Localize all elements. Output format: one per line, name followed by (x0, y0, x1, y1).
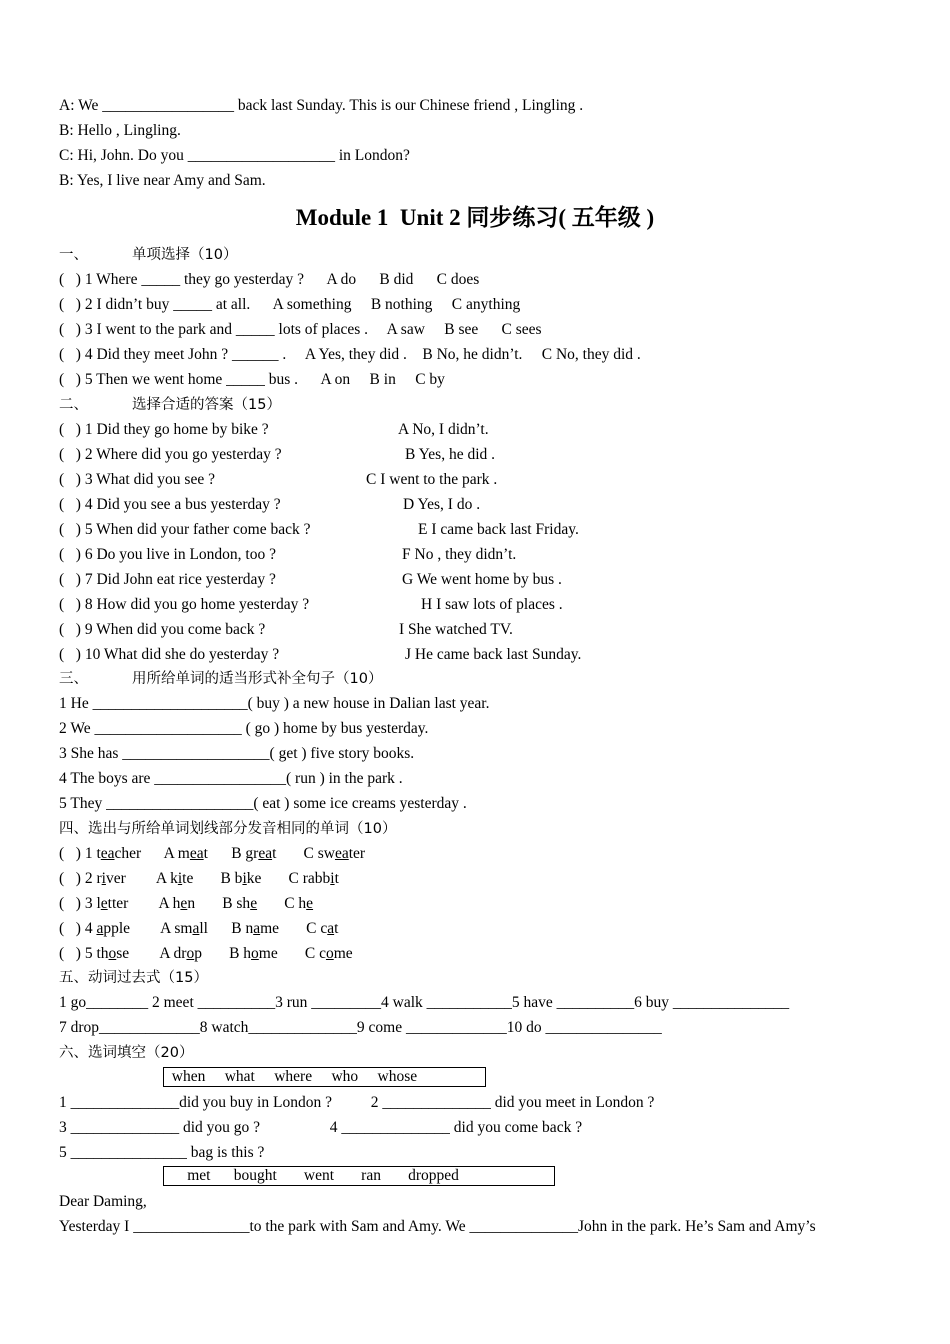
s3-item-5: 5 They ___________________( eat ) some ice creams yesterday . (59, 795, 467, 812)
s2-question-5: ( ) 5 When did your father come back ? (59, 521, 311, 538)
s6-question-line-2: 3 ______________ did you go ? 4 ______________ did you come back ? (59, 1119, 583, 1136)
s2-answer-e: E I came back last Friday. (418, 521, 579, 538)
s2-question-9: ( ) 9 When did you come back ? (59, 621, 266, 638)
letter-greeting: Dear Daming, (59, 1193, 147, 1210)
letter-line-1: Yesterday I _______________to the park with Sam and Amy. We ______________John in the park. He’s Sam and Amy’s (59, 1218, 816, 1235)
s2-answer-f: F No , they didn’t. (402, 546, 517, 563)
s1-question-2: ( ) 2 I didn’t buy _____ at all. A something B nothing C anything (59, 296, 521, 313)
s1-question-4: ( ) 4 Did they meet John ? ______ . A Yes, they did . B No, he didn’t. C No, they did . (59, 346, 641, 363)
section2-heading: 二、 选择合适的答案（15） (59, 397, 281, 413)
s2-question-10: ( ) 10 What did she do yesterday ? (59, 646, 280, 663)
s2-question-3: ( ) 3 What did you see ? (59, 471, 215, 488)
s3-item-4: 4 The boys are _________________( run ) in the park . (59, 770, 403, 787)
s2-answer-c: C I went to the park . (366, 471, 498, 488)
section5-heading: 五、动词过去式（15） (59, 970, 208, 986)
s3-item-3: 3 She has ___________________( get ) five story books. (59, 745, 415, 762)
dialog-line-4: B: Yes, I live near Amy and Sam. (59, 172, 266, 189)
s6-question-line-3: 5 _______________ bag is this ? (59, 1144, 265, 1161)
section1-heading: 一、 单项选择（10） (59, 247, 238, 263)
s2-answer-h: H I saw lots of places . (421, 596, 563, 613)
section6-heading: 六、选词填空（20） (59, 1045, 194, 1061)
s1-question-1: ( ) 1 Where _____ they go yesterday ? A do B did C does (59, 271, 480, 288)
s2-answer-d: D Yes, I do . (403, 496, 481, 513)
s2-answer-g: G We went home by bus . (402, 571, 562, 588)
s2-question-8: ( ) 8 How did you go home yesterday ? (59, 596, 310, 613)
word-box-verbs: met bought went ran dropped (163, 1166, 555, 1186)
s5-line-1: 1 go________ 2 meet __________3 run _________4 walk ___________5 have __________6 buy _______________ (59, 994, 790, 1011)
s3-item-2: 2 We ___________________ ( go ) home by bus yesterday. (59, 720, 429, 737)
s2-answer-j: J He came back last Sunday. (405, 646, 582, 663)
s6-question-line-1: 1 ______________did you buy in London ? 2 ______________ did you meet in London ? (59, 1094, 655, 1111)
s2-answer-b: B Yes, he did . (405, 446, 496, 463)
s2-answer-i: I She watched TV. (399, 621, 513, 638)
s2-answer-a: A No, I didn’t. (398, 421, 489, 438)
section4-heading: 四、选出与所给单词划线部分发音相同的单词（10） (59, 821, 397, 837)
s1-question-5: ( ) 5 Then we went home _____ bus . A on B in C by (59, 371, 445, 388)
s2-question-6: ( ) 6 Do you live in London, too ? (59, 546, 276, 563)
section3-heading: 三、 用所给单词的适当形式补全句子（10） (59, 671, 383, 687)
page-title: Module 1 Unit 2 同步练习( 五年级 ) (295, 205, 655, 230)
s2-question-7: ( ) 7 Did John eat rice yesterday ? (59, 571, 276, 588)
s4-item-1: ( ) 1 teacher A meat B great C sweater (59, 845, 366, 862)
s5-line-2: 7 drop_____________8 watch______________9 come _____________10 do _______________ (59, 1019, 662, 1036)
s3-item-1: 1 He ____________________( buy ) a new house in Dalian last year. (59, 695, 490, 712)
s2-question-2: ( ) 2 Where did you go yesterday ? (59, 446, 282, 463)
word-box-question-words: when what where who whose (163, 1067, 486, 1087)
s1-question-3: ( ) 3 I went to the park and _____ lots of places . A saw B see C sees (59, 321, 542, 338)
s2-question-1: ( ) 1 Did they go home by bike ? (59, 421, 269, 438)
s4-item-5: ( ) 5 those A drop B home C come (59, 945, 353, 962)
dialog-line-1: A: We _________________ back last Sunday. This is our Chinese friend , Lingling . (59, 97, 584, 114)
s4-item-4: ( ) 4 apple A small B name C cat (59, 920, 339, 937)
s2-question-4: ( ) 4 Did you see a bus yesterday ? (59, 496, 281, 513)
dialog-line-2: B: Hello , Lingling. (59, 122, 181, 139)
s4-item-3: ( ) 3 letter A hen B she C he (59, 895, 314, 912)
dialog-line-3: C: Hi, John. Do you ___________________ in London? (59, 147, 410, 164)
s4-item-2: ( ) 2 river A kite B bike C rabbit (59, 870, 339, 887)
